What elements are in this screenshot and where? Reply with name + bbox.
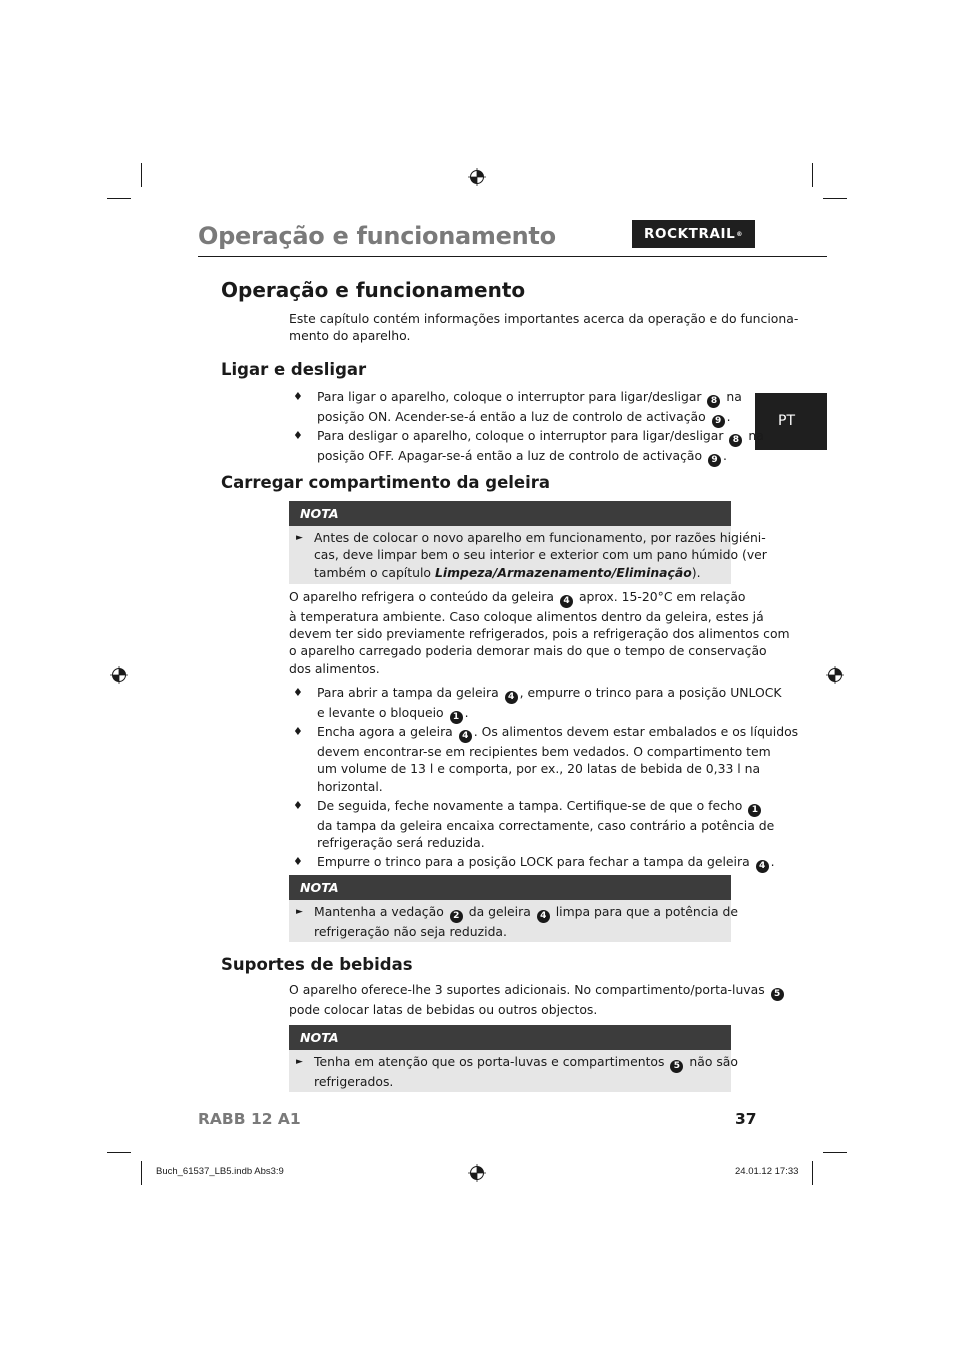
crop-mark — [812, 163, 813, 187]
ref-number-badge: 9 — [708, 454, 721, 467]
body-paragraph: O aparelho oferece-lhe 3 suportes adicionais. No compartimento/porta-luvas 5 pode colocar latas de bebidas ou outros objectos. — [289, 981, 734, 1018]
ref-number-badge: 8 — [729, 434, 742, 447]
ref-number-badge: 4 — [537, 910, 550, 923]
print-slug-file: Buch_61537_LB5.indb Abs3:9 — [156, 1166, 284, 1177]
heading-carregar: Carregar compartimento da geleira — [221, 473, 551, 492]
note-label: NOTA — [289, 501, 731, 526]
ref-number-badge: 8 — [707, 395, 720, 408]
bullet-diamond-icon: ♦ — [293, 390, 303, 403]
brand-registered-mark: ® — [736, 230, 743, 238]
note-label: NOTA — [289, 1025, 731, 1050]
ref-number-badge: 4 — [560, 595, 573, 608]
language-tab-label: PT — [778, 413, 795, 429]
registration-mark-icon — [110, 666, 128, 684]
heading-ligar: Ligar e desligar — [221, 360, 367, 379]
ref-number-badge: 9 — [712, 415, 725, 428]
footer-model: RABB 12 A1 — [198, 1110, 301, 1128]
note-box: NOTA ► Mantenha a vedação 2 da geleira 4 limpa para que a potência de refrigeração não seja reduzida. — [289, 875, 731, 942]
ref-number-badge: 1 — [748, 804, 761, 817]
note-box: NOTA ► Tenha em atenção que os porta-luvas e compartimentos 5 não são refrigerados. — [289, 1025, 731, 1092]
bullet-diamond-icon: ♦ — [293, 686, 303, 699]
crop-mark — [823, 198, 847, 199]
brand-logo — [632, 220, 755, 248]
page-number: 37 — [735, 1110, 757, 1128]
crop-mark — [141, 163, 142, 187]
print-slug-date: 24.01.12 17:33 — [735, 1166, 799, 1177]
ref-number-badge: 5 — [670, 1060, 683, 1073]
ref-number-badge: 4 — [459, 730, 472, 743]
heading-suportes: Suportes de bebidas — [221, 955, 413, 974]
arrow-right-icon: ► — [296, 533, 303, 543]
chapter-reference: Limpeza/Armazenamento/Eliminação — [434, 564, 692, 580]
crop-mark — [107, 1152, 131, 1153]
arrow-right-icon: ► — [296, 907, 303, 917]
registration-mark-icon — [468, 1164, 486, 1182]
crop-mark — [812, 1161, 813, 1185]
ref-number-badge: 5 — [771, 988, 784, 1001]
language-tab — [755, 393, 827, 450]
arrow-right-icon: ► — [296, 1057, 303, 1067]
registration-mark-icon — [468, 168, 486, 186]
crop-mark — [823, 1152, 847, 1153]
crop-mark — [107, 198, 131, 199]
bullet-diamond-icon: ♦ — [293, 799, 303, 812]
ref-number-badge: 1 — [450, 711, 463, 724]
intro-paragraph: Este capítulo contém informações importantes acerca da operação e do funciona- mento do aparelho. — [289, 311, 799, 344]
body-paragraph: O aparelho refrigera o conteúdo da geleira 4 aprox. 15-20°C em relação à temperatura ambiente. Caso coloque alimentos dentro da geleira, estes já devem ter sido previamente refrigerados, pois a refrigeração dos alimentos com o aparelho carregado poderia demorar mais do que o tempo de conservação dos alimentos. — [289, 589, 790, 676]
bullet-diamond-icon: ♦ — [293, 429, 303, 442]
brand-name: ROCKTRAIL — [644, 226, 736, 242]
bullet-diamond-icon: ♦ — [293, 855, 303, 868]
bullet-diamond-icon: ♦ — [293, 725, 303, 738]
section-title: Operação e funcionamento — [221, 278, 526, 302]
page-header-title: Operação e funcionamento — [198, 222, 556, 250]
ref-number-badge: 4 — [505, 691, 518, 704]
crop-mark — [141, 1161, 142, 1185]
ref-number-badge: 2 — [450, 910, 463, 923]
note-box: NOTA ► Antes de colocar o novo aparelho em funcionamento, por razões higiéni- cas, deve limpar bem o seu interior e exterior com um pano húmido (ver também o capítulo Limpeza/Armazenamento/Eliminação). — [289, 501, 731, 584]
registration-mark-icon — [826, 666, 844, 684]
header-rule — [198, 256, 827, 257]
ref-number-badge: 4 — [756, 860, 769, 873]
note-label: NOTA — [289, 875, 731, 900]
